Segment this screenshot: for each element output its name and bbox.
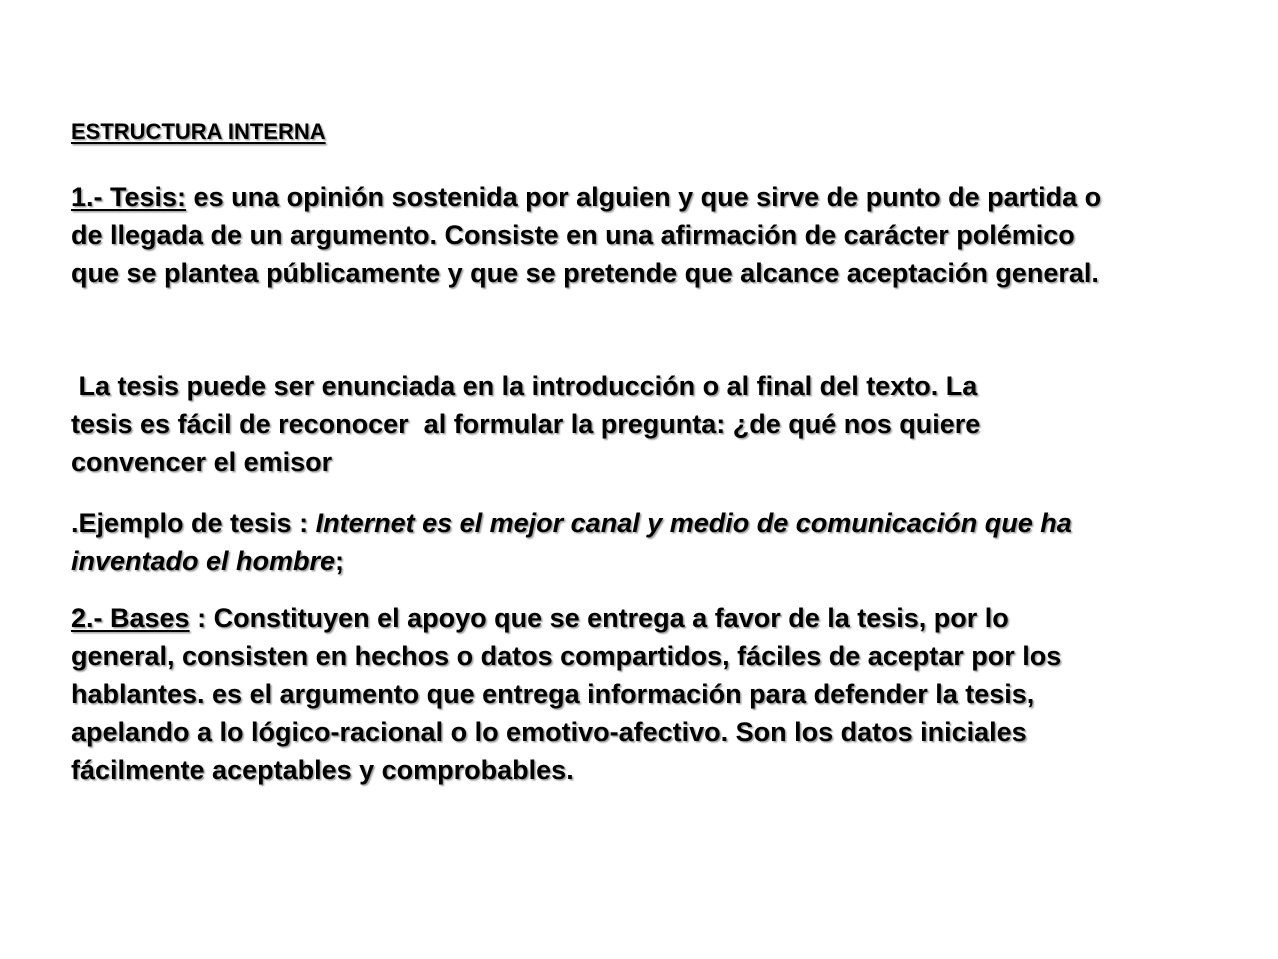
note-line-3: convencer el emisor [71,447,333,477]
example-prefix: .Ejemplo de tesis : [71,508,316,538]
example-paragraph [71,504,1231,580]
tesis-paragraph [71,178,1231,292]
example-line-1 [71,504,1231,542]
tesis-label: 1.- Tesis: [71,182,187,212]
tesis-line-3: que se plantea públicamente y que se pretende que alcance aceptación general. [71,258,1099,288]
tesis-note-paragraph [71,367,1231,481]
bases-line-5: fácilmente aceptables y comprobables. [71,755,574,785]
bases-line-4: apelando a lo lógico-racional o lo emotivo-afectivo. Son los datos iniciales [71,717,1027,747]
heading: ESTRUCTURA INTERNA [71,119,326,144]
tesis-text-1: es una opinión sostenida por alguien y que sirve de punto de partida o [186,182,1102,212]
example-line-2 [71,542,1231,580]
example-italic-2: inventado el hombre [71,546,336,576]
bases-line-3: hablantes. es el argumento que entrega información para defender la tesis, [71,679,1035,709]
bases-text-1: : Constituyen el apoyo que se entrega a favor de la tesis, por lo [189,603,1009,633]
bases-paragraph [71,599,1231,789]
bases-label: 2.- Bases [71,603,190,633]
example-suffix: ; [335,546,345,576]
heading-block [71,117,1231,147]
note-line-1: La tesis puede ser enunciada en la introducción o al final del texto. La [71,371,978,401]
bases-line-1 [71,599,1231,637]
example-italic-1: Internet es el mejor canal y medio de comunicación que ha [315,508,1072,538]
note-line-2: tesis es fácil de reconocer al formular la pregunta: ¿de qué nos quiere [71,409,981,439]
bases-line-2: general, consisten en hechos o datos compartidos, fáciles de aceptar por los [71,641,1062,671]
tesis-line-2: de llegada de un argumento. Consiste en una afirmación de carácter polémico [71,220,1075,250]
tesis-line-1 [71,178,1231,216]
